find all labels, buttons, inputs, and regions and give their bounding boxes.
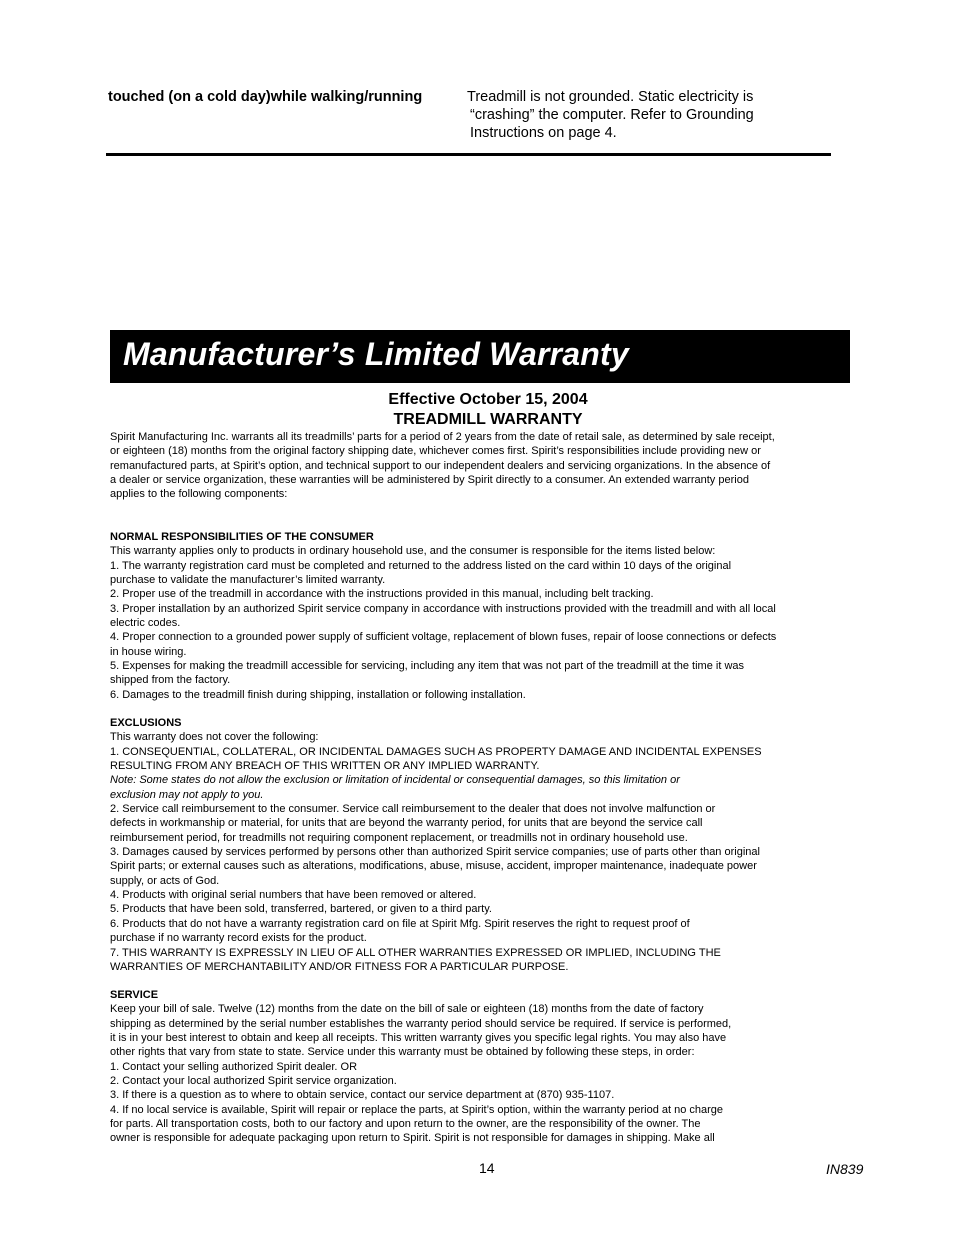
section-heading: EXCLUSIONS: [110, 717, 182, 729]
text-line: Keep your bill of sale. Twelve (12) months from the date on the bill of sale or eighteen (18) months from the date of factory: [110, 1003, 704, 1016]
text-line: 4. Products with original serial numbers that have been removed or altered.: [110, 889, 477, 902]
text-line: 5. Expenses for making the treadmill accessible for servicing, including any item that was not part of the treadmill at the time it was: [110, 660, 745, 673]
text-line: for parts. All transportation costs, both to our factory and upon return to the owner, are the responsibility of the owner. The: [110, 1118, 701, 1131]
text-line: purchase if no warranty record exists for the product.: [110, 932, 367, 945]
text-line: 1. Contact your selling authorized Spirit dealer. OR: [110, 1060, 358, 1073]
section-divider: [106, 153, 831, 156]
warranty-heading: TREADMILL WARRANTY: [393, 411, 583, 428]
text-line: it is in your best interest to obtain and keep all receipts. This written warranty gives you specific legal rights. You may also have: [110, 1032, 727, 1045]
text-line: shipping as determined by the serial number establishes the warranty period should service be required. If service is performed,: [110, 1017, 732, 1030]
trouble-symptom: touched (on a cold day)while walking/running: [108, 89, 423, 105]
text-line: 4. If no local service is available, Spirit will repair or replace the parts, at Spirit’s option, within the warranty period at no charge: [110, 1103, 724, 1116]
text-line: Spirit parts; or external causes such as alterations, modifications, abuse, misuse, accident, improper maintenance, inadequate power: [110, 860, 757, 873]
text-line: 1. CONSEQUENTIAL, COLLATERAL, OR INCIDENTAL DAMAGES SUCH AS PROPERTY DAMAGE AND INCIDENTAL EXPENSES: [110, 745, 762, 758]
intro-paragraph: [110, 430, 880, 502]
text-line: or eighteen (18) months from the original factory shipping date, whichever comes first. Spirit’s responsibilities include providing new or: [110, 445, 761, 458]
note-line: Note: Some states do not allow the exclusion or limitation of incidental or consequential damages, so this limitation or: [110, 774, 680, 787]
solution-line: “crashing” the computer. Refer to Grounding: [470, 107, 754, 123]
text-line: owner is responsible for adequate packaging upon return to Spirit. Spirit is not responsible for damages in shipping. Make all: [110, 1132, 715, 1145]
document-code: IN839: [826, 1161, 864, 1177]
section-heading: NORMAL RESPONSIBILITIES OF THE CONSUMER: [110, 531, 374, 543]
consumer-responsibilities-section: [110, 530, 880, 702]
text-line: 2. Proper use of the treadmill in accordance with the instructions provided in this manual, including belt tracking.: [110, 588, 654, 601]
text-line: electric codes.: [110, 617, 181, 630]
text-line: 3. Damages caused by services performed by persons other than authorized Spirit service companies; use of parts other than original: [110, 846, 760, 859]
trouble-solution: [467, 88, 807, 142]
text-line: RESULTING FROM ANY BREACH OF THIS WRITTEN OR ANY IMPLIED WARRANTY.: [110, 760, 540, 773]
exclusions-section: [110, 716, 880, 974]
text-line: 6. Damages to the treadmill finish during shipping, installation or following installation.: [110, 688, 526, 701]
text-line: reimbursement period, for treadmills not requiring component replacement, or treadmills not in ordinary household use.: [110, 831, 688, 844]
effective-date: Effective October 15, 2004: [388, 391, 588, 408]
service-section: [110, 988, 880, 1146]
text-line: supply, or acts of God.: [110, 874, 220, 887]
text-line: This warranty applies only to products in ordinary household use, and the consumer is responsible for the items listed below:: [110, 545, 716, 558]
text-line: a dealer or service organization, these warranties will be administered by Spirit directly to a consumer. An extended warranty period: [110, 474, 749, 487]
text-line: Spirit Manufacturing Inc. warrants all its treadmills’ parts for a period of 2 years from the date of retail sale, as determined by sale receipt,: [110, 431, 775, 443]
text-line: 2. Contact your local authorized Spirit service organization.: [110, 1075, 397, 1088]
text-line: in house wiring.: [110, 645, 187, 658]
solution-line: Instructions on page 4.: [470, 125, 617, 141]
text-line: 6. Products that do not have a warranty registration card on file at Spirit Mfg. Spirit reserves the right to request proof of: [110, 917, 690, 930]
text-line: applies to the following components:: [110, 488, 288, 501]
text-line: shipped from the factory.: [110, 674, 231, 687]
page-number: 14: [479, 1160, 495, 1176]
text-line: defects in workmanship or material, for units that are beyond the warranty period, for units that are beyond the service call: [110, 817, 703, 830]
text-line: 4. Proper connection to a grounded power supply of sufficient voltage, replacement of blown fuses, repair of loose connections or defects: [110, 631, 777, 644]
text-line: 5. Products that have been sold, transferred, bartered, or given to a third party.: [110, 903, 492, 916]
section-heading: SERVICE: [110, 989, 159, 1001]
text-line: 7. THIS WARRANTY IS EXPRESSLY IN LIEU OF ALL OTHER WARRANTIES EXPRESSED OR IMPLIED, INCLUDING THE: [110, 946, 721, 959]
text-line: purchase to validate the manufacturer’s limited warranty.: [110, 574, 386, 587]
note-line: exclusion may not apply to you.: [110, 788, 264, 801]
page-title: Manufacturer’s Limited Warranty: [123, 336, 629, 372]
text-line: 2. Service call reimbursement to the consumer. Service call reimbursement to the dealer that does not involve malfunction or: [110, 803, 716, 816]
text-line: This warranty does not cover the following:: [110, 731, 319, 744]
text-line: other rights that vary from state to state. Service under this warranty must be obtained by following these steps, in order:: [110, 1046, 695, 1059]
solution-line: Treadmill is not grounded. Static electricity is: [467, 89, 754, 105]
text-line: 1. The warranty registration card must be completed and returned to the address listed on the card within 10 days of the original: [110, 559, 732, 572]
text-line: 3. If there is a question as to where to obtain service, contact our service department at (870) 935-1107.: [110, 1089, 615, 1102]
text-line: 3. Proper installation by an authorized Spirit service company in accordance with instructions provided with the treadmill and with all local: [110, 602, 776, 615]
text-line: WARRANTIES OF MERCHANTABILITY AND/OR FITNESS FOR A PARTICULAR PURPOSE.: [110, 960, 569, 973]
text-line: remanufactured parts, at Spirit’s option, and technical support to our independent dealers and servicing organizations. In the absence of: [110, 459, 771, 472]
warranty-title-bar: [110, 330, 850, 383]
